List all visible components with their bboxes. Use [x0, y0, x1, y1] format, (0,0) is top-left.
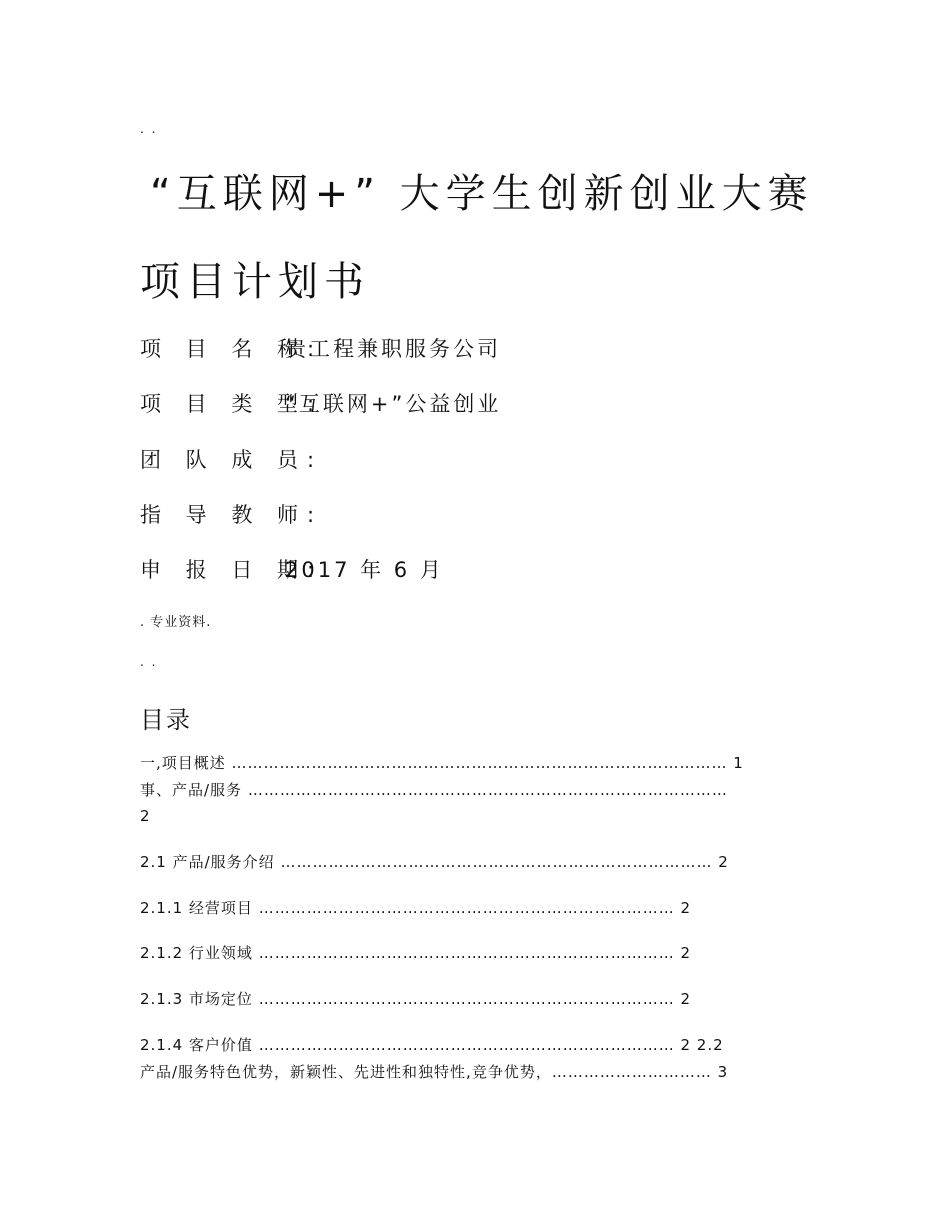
- header-marks: . .: [140, 655, 158, 669]
- field-value: 贵工程兼职服务公司: [285, 337, 501, 361]
- field-project-name: [140, 339, 501, 360]
- toc-entry[interactable]: 一,项目概述 ………………………………………………………………………………… 1: [140, 754, 744, 772]
- field-label: 项 目 类 型:: [140, 392, 324, 416]
- field-value: 2017 年 6 月: [285, 558, 444, 582]
- field-project-type: [140, 394, 501, 415]
- toc-entry[interactable]: 2.1 产品/服务介绍 ……………………………………………………………………… 2: [140, 853, 729, 871]
- toc-heading: 目录: [140, 706, 192, 734]
- toc-entry[interactable]: 2: [140, 807, 151, 825]
- field-value: “互联网+”公益创业: [285, 392, 502, 416]
- field-advisor: [140, 503, 324, 527]
- toc-entry[interactable]: 2.1.1 经营项目 …………………………………………………………………… 2: [140, 899, 692, 917]
- field-label: 项 目 名 称:: [140, 337, 324, 361]
- toc-entry[interactable]: 2.1.2 行业领域 …………………………………………………………………… 2: [140, 944, 692, 962]
- document-title-line1: “互联网+” 大学生创新创业大赛: [150, 171, 814, 217]
- footer-note: . 专业资料.: [140, 615, 212, 630]
- toc-entry[interactable]: 2.1.3 市场定位 …………………………………………………………………… 2: [140, 990, 692, 1008]
- toc-entry[interactable]: 产品/服务特色优势，新颖性、先进性和独特性,竞争优势，………………………… 3: [140, 1063, 729, 1081]
- header-marks: . .: [140, 122, 158, 136]
- field-submit-date: [140, 560, 444, 581]
- toc-entry[interactable]: 2.1.4 客户价值 …………………………………………………………………… 2 2.2: [140, 1036, 724, 1054]
- field-label: 申 报 日 期:: [140, 558, 324, 582]
- field-label: 团 队 成 员:: [140, 448, 324, 472]
- document-title-line2: 项目计划书: [140, 259, 370, 305]
- toc-entry[interactable]: 事、产品/服务 ………………………………………………………………………………: [140, 781, 728, 799]
- field-label: 指 导 教 师:: [140, 503, 324, 527]
- field-team-members: [140, 448, 324, 472]
